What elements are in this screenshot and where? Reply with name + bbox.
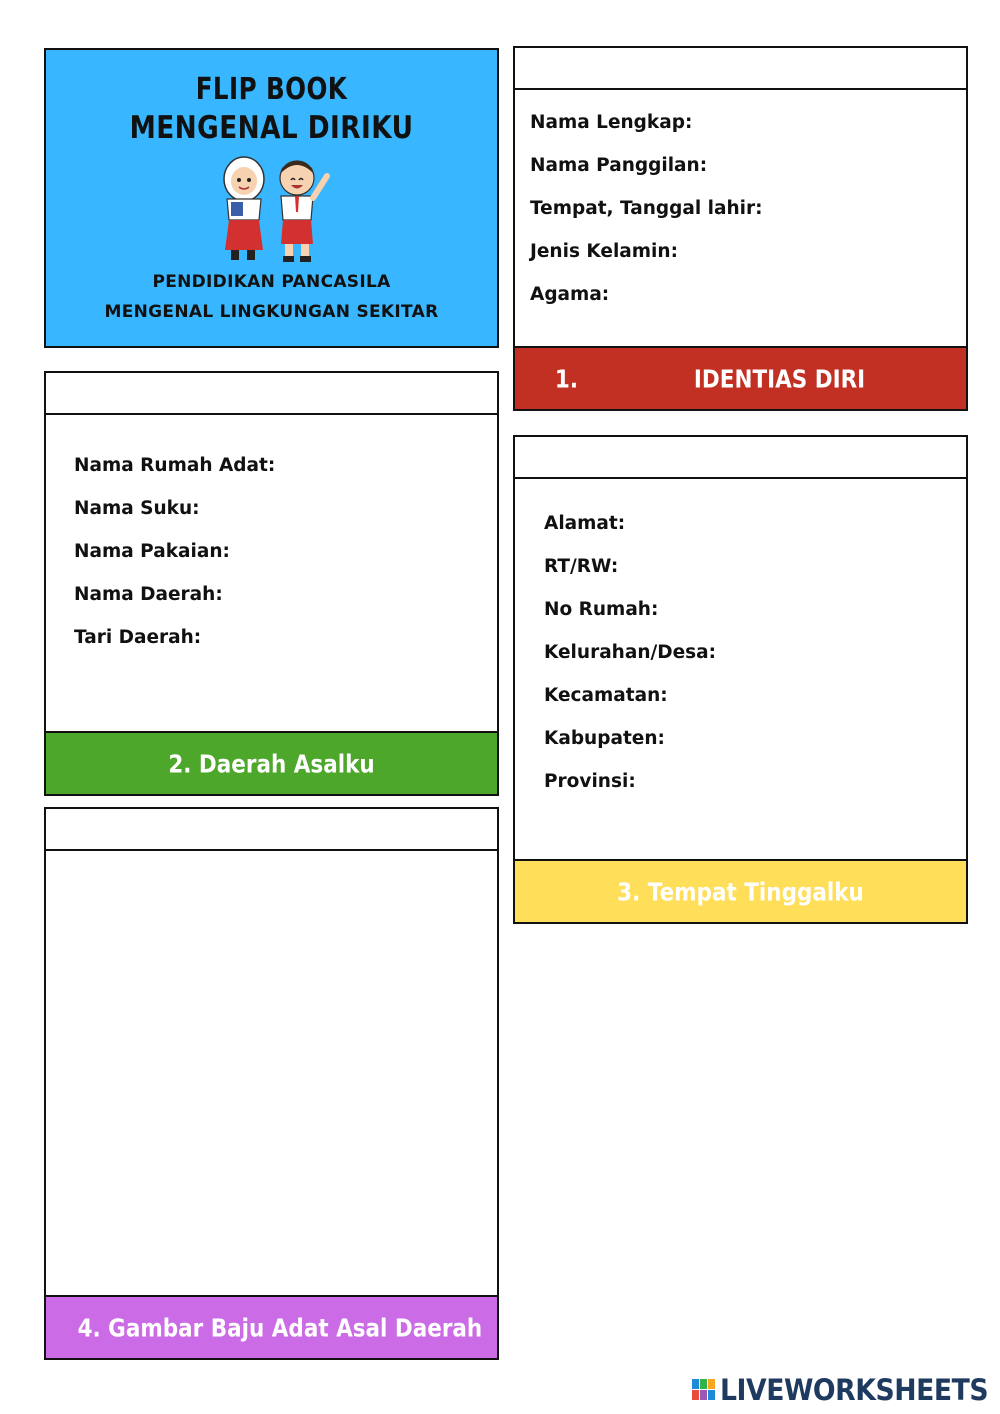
cover-title-line2: MENGENAL DIRIKU (129, 110, 414, 146)
field-kelurahan-desa: Kelurahan/Desa: (544, 642, 717, 663)
cover-subtitle-line2: MENGENAL LINGKUNGAN SEKITAR (104, 302, 439, 322)
field-provinsi: Provinsi: (544, 771, 636, 792)
identitas-top-strip (515, 48, 966, 90)
students-illustration-icon (209, 154, 334, 264)
tempat-top-strip (515, 437, 966, 479)
field-kabupaten: Kabupaten: (544, 728, 665, 749)
field-nama-lengkap: Nama Lengkap: (530, 112, 693, 133)
field-nama-panggilan: Nama Panggilan: (530, 155, 708, 176)
daerah-band-label: 2. Daerah Asalku (168, 749, 375, 778)
drawing-area[interactable] (46, 851, 497, 1296)
tempat-band-label: 3. Tempat Tinggalku (617, 877, 864, 906)
identitas-band-label: IDENTIAS DIRI (693, 364, 866, 393)
cover-card (44, 48, 499, 348)
field-nama-rumah-adat: Nama Rumah Adat: (74, 455, 276, 476)
field-nama-pakaian: Nama Pakaian: (74, 541, 230, 562)
gambar-band (46, 1295, 497, 1358)
field-rt-rw: RT/RW: (544, 556, 619, 577)
daerah-top-strip (46, 373, 497, 415)
field-tari-daerah: Tari Daerah: (74, 627, 202, 648)
field-alamat: Alamat: (544, 513, 626, 534)
field-no-rumah: No Rumah: (544, 599, 659, 620)
field-nama-daerah: Nama Daerah: (74, 584, 223, 605)
field-kecamatan: Kecamatan: (544, 685, 668, 706)
field-agama: Agama: (530, 284, 610, 305)
field-jenis-kelamin: Jenis Kelamin: (530, 241, 678, 262)
daerah-band (46, 731, 497, 794)
tempat-band (515, 859, 966, 922)
cover-subtitle-line1: PENDIDIKAN PANCASILA (152, 272, 391, 292)
brand (690, 1373, 990, 1407)
identitas-band-number: 1. (554, 364, 579, 393)
field-tempat-tanggal-lahir: Tempat, Tanggal lahir: (530, 198, 763, 219)
tempat-card (513, 435, 968, 924)
field-nama-suku: Nama Suku: (74, 498, 200, 519)
gambar-band-label: 4. Gambar Baju Adat Asal Daerah (77, 1313, 483, 1342)
identitas-band (515, 346, 966, 409)
liveworksheets-logo-icon (692, 1379, 716, 1401)
daerah-card (44, 371, 499, 796)
brand-name: LIVEWORKSHEETS (720, 1373, 989, 1407)
gambar-card (44, 807, 499, 1360)
identitas-card (513, 46, 968, 411)
cover-title-line1: FLIP BOOK (195, 72, 348, 107)
gambar-top-strip (46, 809, 497, 851)
